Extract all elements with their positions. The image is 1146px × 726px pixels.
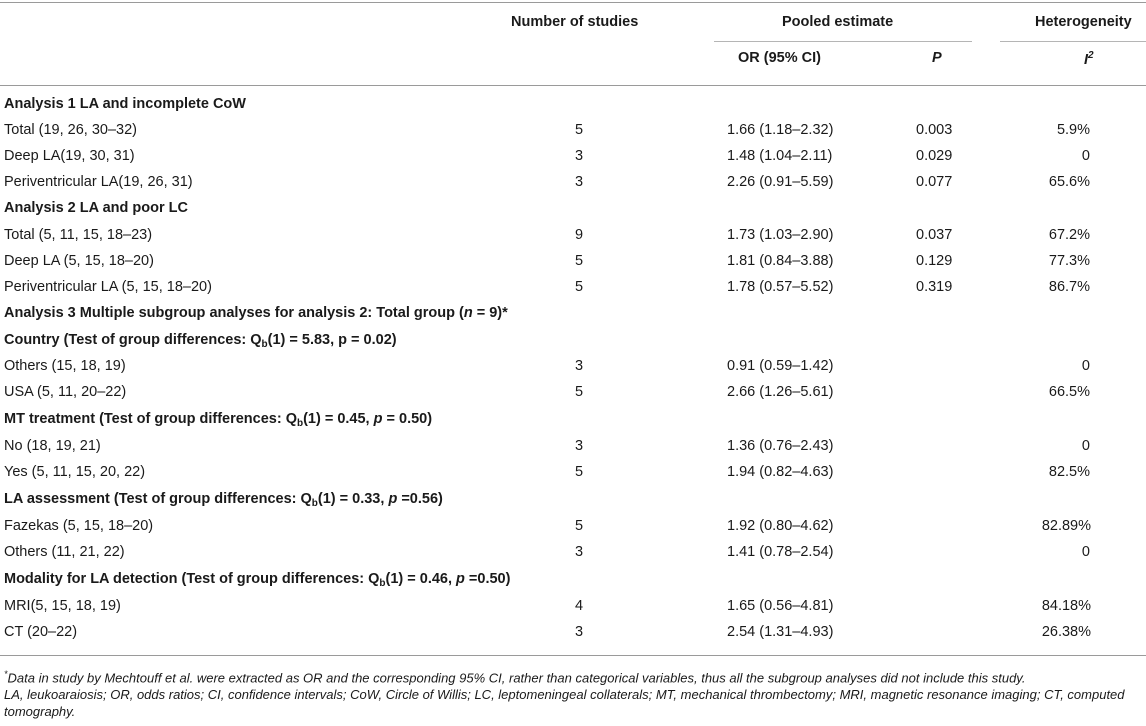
section-analysis-1: Analysis 1 LA and incomplete CoW xyxy=(4,96,246,112)
pooled-estimate-rule xyxy=(714,41,972,42)
table-row: Periventricular LA (5, 15, 18–20) 5 1.78 (0.57–5.52) 0.319 86.7% xyxy=(4,279,1090,295)
heterogeneity-rule xyxy=(1000,41,1146,42)
table-row: Yes (5, 11, 15, 20, 22) 5 1.94 (0.82–4.63) 82.5% xyxy=(4,464,1090,480)
subgroup-modality: Modality for LA detection (Test of group differences: $Q_b(1) = 0.46$, p =0.50) xyxy=(4,571,511,589)
table-bottom-rule xyxy=(0,655,1146,656)
subgroup-la-assessment: LA assessment (Test of group differences: $Q_b(1) = 0.33$, p =0.56) xyxy=(4,491,443,509)
table-row: Fazekas (5, 15, 18–20) 5 1.92 (0.80–4.62) 82.89% xyxy=(4,518,1091,534)
table-footnotes xyxy=(4,666,1139,720)
header-heterogeneity: Heterogeneity xyxy=(1035,14,1132,30)
header-or-ci: OR (95% CI) xyxy=(738,50,821,66)
table-row: Total (19, 26, 30–32) 5 1.66 (1.18–2.32) 0.003 5.9% xyxy=(4,122,1090,138)
section-analysis-2: Analysis 2 LA and poor LC xyxy=(4,200,188,216)
table-row: Total (5, 11, 15, 18–23) 9 1.73 (1.03–2.90) 0.037 67.2% xyxy=(4,227,1090,243)
footnote-star: *Data in study by Mechtouff et al. were extracted as OR and the corresponding 95% CI, rather than categorical variables, thus all the subgroup analyses did not include this study. xyxy=(4,669,1026,686)
table-row: Others (15, 18, 19) 3 0.91 (0.59–1.42) 0 xyxy=(4,358,1090,374)
table-row: Others (11, 21, 22) 3 1.41 (0.78–2.54) 0 xyxy=(4,544,1090,560)
table-row: MRI(5, 15, 18, 19) 4 1.65 (0.56–4.81) 84.18% xyxy=(4,598,1091,614)
table-row: Deep LA (5, 15, 18–20) 5 1.81 (0.84–3.88) 0.129 77.3% xyxy=(4,253,1090,269)
table-row: No (18, 19, 21) 3 1.36 (0.76–2.43) 0 xyxy=(4,438,1090,454)
table-row: Periventricular LA(19, 26, 31) 3 2.26 (0.91–5.59) 0.077 65.6% xyxy=(4,174,1090,190)
header-p: P xyxy=(932,50,942,66)
header-pooled-estimate: Pooled estimate xyxy=(782,14,894,30)
header-i-squared: $I^2$ xyxy=(1084,50,1094,68)
subgroup-mt-treatment: MT treatment (Test of group differences: $Q_b(1) = 0.45$, p = 0.50) xyxy=(4,411,433,429)
header-bottom-rule xyxy=(0,85,1146,86)
table-row: USA (5, 11, 20–22) 5 2.66 (1.26–5.61) 66.5% xyxy=(4,384,1090,400)
table-row: Deep LA(19, 30, 31) 3 1.48 (1.04–2.11) 0.029 0 xyxy=(4,148,1090,164)
subgroup-country: Country (Test of group differences: $Q_b(1) = 5.83$, p = 0.02) xyxy=(4,332,397,350)
footnote-abbreviations: LA, leukoaraiosis; OR, odds ratios; CI, confidence intervals; CoW, Circle of Willis; LC, leptomeningeal collaterals; MT, mechanical thrombectomy; MRI, magnetic resonance imaging; CT, computed tomography. xyxy=(4,687,1125,720)
section-analysis-3: Analysis 3 Multiple subgroup analyses for analysis 2: Total group (n = 9)* xyxy=(4,305,508,321)
table-row: CT (20–22) 3 2.54 (1.31–4.93) 26.38% xyxy=(4,624,1091,640)
top-rule xyxy=(0,2,1146,3)
header-number-of-studies: Number of studies xyxy=(511,14,639,30)
